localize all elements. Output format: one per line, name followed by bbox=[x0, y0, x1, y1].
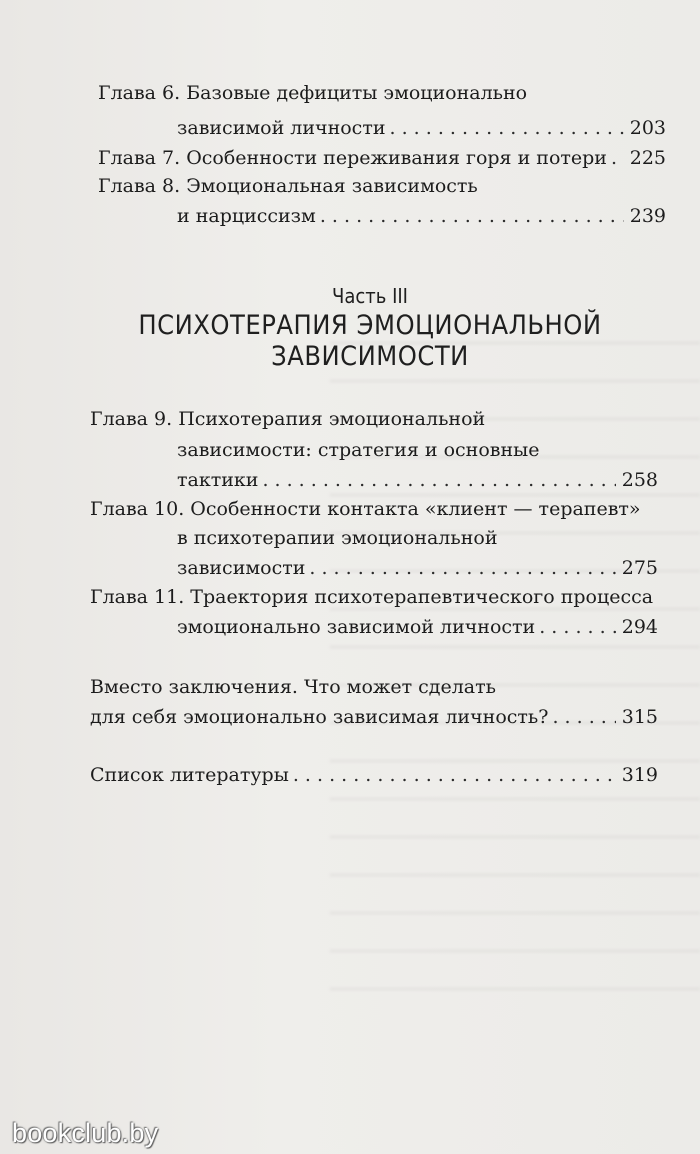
toc-text: Глава 8. Эмоциональная зависимость bbox=[98, 175, 478, 197]
toc-entry-bibliography bbox=[90, 762, 658, 788]
page-number: 258 bbox=[621, 469, 658, 491]
toc-entry-ch10-line2 bbox=[177, 525, 498, 551]
toc-text: для себя эмоционально зависимая личность? bbox=[90, 706, 549, 728]
leader-dots bbox=[309, 555, 615, 581]
toc-text: в психотерапии эмоциональной bbox=[177, 527, 498, 549]
page-number: 239 bbox=[629, 205, 666, 227]
toc-entry-ch9-line2 bbox=[177, 437, 539, 463]
toc-text: тактики bbox=[177, 469, 259, 491]
leader-dots bbox=[293, 762, 616, 788]
leader-dots bbox=[390, 115, 624, 141]
toc-entry-conclusion-line1 bbox=[90, 674, 496, 700]
part-title-line1: ПСИХОТЕРАПИЯ ЭМОЦИОНАЛЬНОЙ bbox=[138, 310, 602, 341]
toc-entry-ch11-line2 bbox=[177, 614, 658, 640]
toc-entry-ch10-line3 bbox=[177, 555, 658, 581]
page-number: 275 bbox=[621, 557, 658, 579]
toc-text: и нарциссизм bbox=[177, 205, 316, 227]
page-number: 203 bbox=[629, 117, 666, 139]
toc-entry-ch9-line1 bbox=[90, 406, 485, 432]
toc-entry-ch7 bbox=[98, 145, 666, 171]
leader-dots bbox=[611, 145, 624, 171]
toc-text: Список литературы bbox=[90, 764, 289, 786]
watermark-text: bookclub.by bbox=[12, 1118, 159, 1148]
toc-entry-ch11-line1 bbox=[90, 584, 653, 610]
toc-text: Вместо заключения. Что может сделать bbox=[90, 676, 496, 698]
toc-entry-ch6-line2 bbox=[177, 115, 666, 141]
toc-entry-ch8-line1 bbox=[98, 173, 478, 199]
page-number: 294 bbox=[621, 616, 658, 638]
leader-dots bbox=[552, 704, 615, 730]
toc-text: Глава 6. Базовые дефициты эмоционально bbox=[98, 82, 528, 104]
part-title-line2: ЗАВИСИМОСТИ bbox=[271, 341, 469, 372]
part-number: Часть III bbox=[332, 284, 408, 308]
toc-text: зависимости bbox=[177, 557, 306, 579]
toc-entry-ch9-line3 bbox=[177, 467, 658, 493]
toc-text: эмоционально зависимой личности bbox=[177, 616, 536, 638]
toc-text: Глава 9. Психотерапия эмоциональной bbox=[90, 408, 486, 430]
page-number: 319 bbox=[621, 764, 658, 786]
toc-text: Глава 10. Особенности контакта «клиент — терапевт» bbox=[90, 498, 641, 520]
toc-entry-ch10-line1 bbox=[90, 496, 641, 522]
toc-text: зависимости: стратегия и основные bbox=[177, 439, 540, 461]
toc-text: Глава 7. Особенности переживания горя и потери bbox=[98, 147, 607, 169]
leader-dots bbox=[539, 614, 616, 640]
page-number: 315 bbox=[621, 706, 658, 728]
toc-entry-conclusion-line2 bbox=[90, 704, 658, 730]
toc-entry-ch8-line2 bbox=[177, 203, 666, 229]
toc-text: Глава 11. Траектория психотерапевтического процесса bbox=[90, 586, 654, 608]
page-number: 225 bbox=[629, 147, 666, 169]
toc-entry-ch6-line1 bbox=[98, 80, 527, 106]
leader-dots bbox=[262, 467, 615, 493]
toc-text: зависимой личности bbox=[177, 117, 386, 139]
leader-dots bbox=[320, 203, 624, 229]
